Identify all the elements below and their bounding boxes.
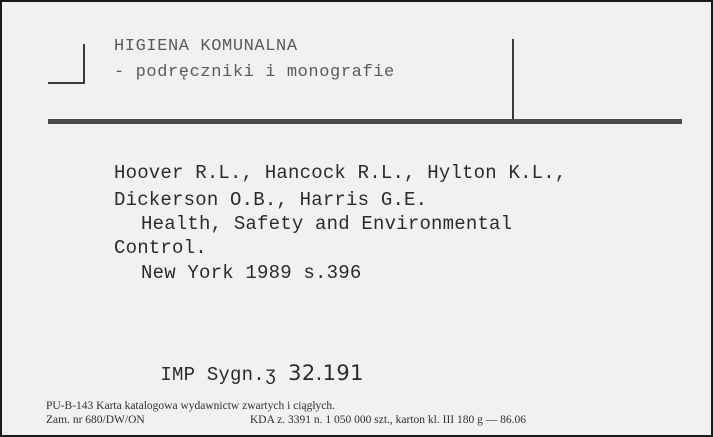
title-line-2: Control. bbox=[114, 237, 207, 259]
shelfmark-label: IMP Sygn. bbox=[160, 364, 265, 386]
shelfmark-number: 32.191 bbox=[288, 361, 364, 385]
shelfmark-mark: ʒ bbox=[264, 364, 277, 386]
imprint: New York 1989 s.396 bbox=[141, 262, 362, 284]
header-rule bbox=[48, 119, 682, 124]
subject-heading: HIGIENA KOMUNALNA bbox=[114, 37, 298, 56]
footer-order-number: Zam. nr 680/DW/ON bbox=[46, 414, 145, 426]
title-line-1: Health, Safety and Environmental bbox=[141, 213, 513, 235]
authors-line-2: Dickerson O.B., Harris G.E. bbox=[114, 189, 428, 211]
header-vertical-divider bbox=[512, 39, 514, 121]
bracket-vertical-line bbox=[83, 44, 85, 84]
shelfmark bbox=[114, 340, 364, 408]
authors-line-1: Hoover R.L., Hancock R.L., Hylton K.L., bbox=[114, 162, 567, 184]
bracket-horizontal-line bbox=[48, 82, 85, 84]
footer-print-details: KDA z. 3391 n. 1 050 000 szt., karton kl. III 180 g — 86.06 bbox=[250, 414, 526, 426]
footer-line-1: PU-B-143 Karta katalogowa wydawnictw zwartych i ciągłych. bbox=[46, 400, 336, 412]
catalog-card bbox=[2, 2, 711, 435]
subject-subheading: - podręczniki i monografie bbox=[114, 63, 395, 82]
